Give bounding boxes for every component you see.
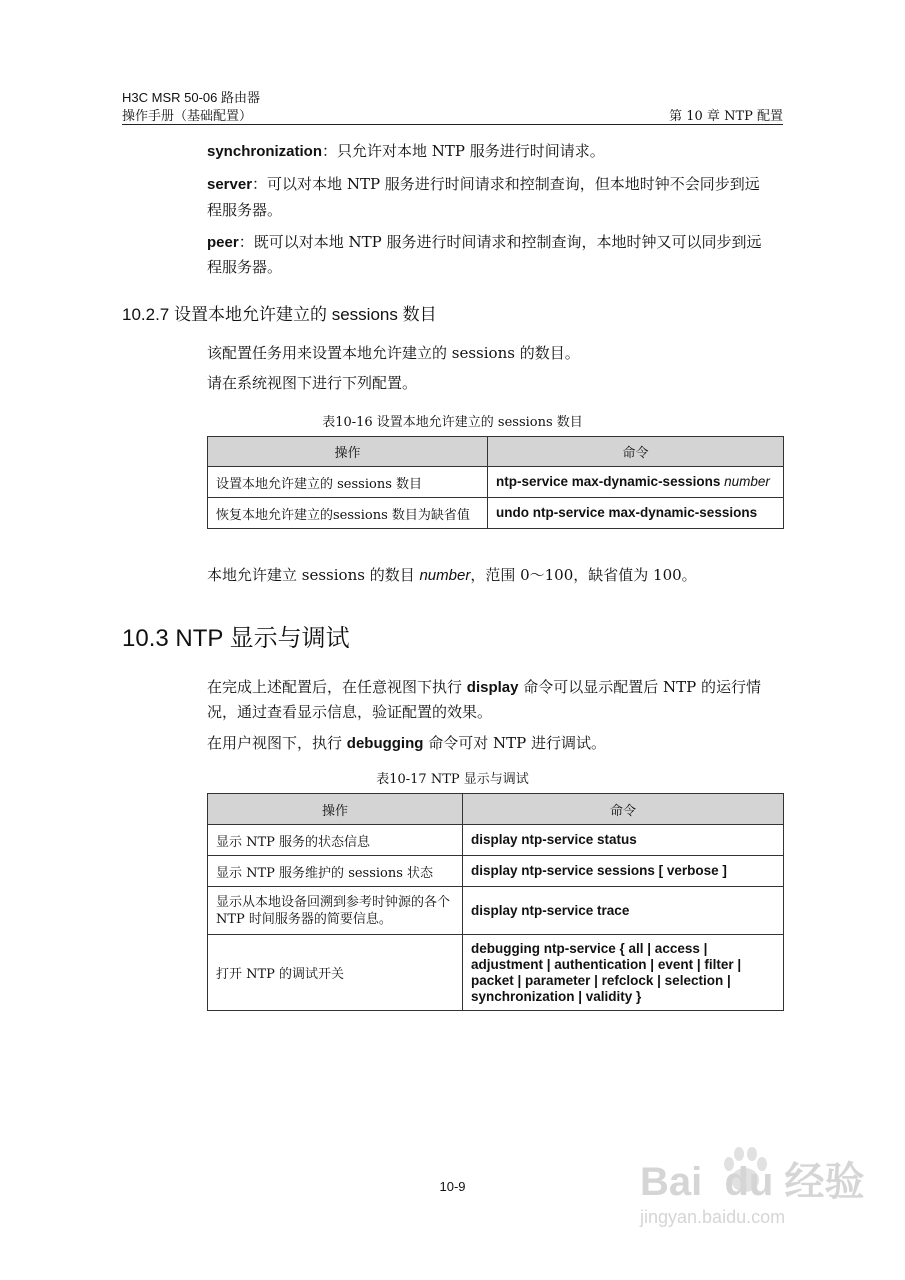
intro-peer: peer：既可以对本地 NTP 服务进行时间请求和控制查询，本地时钟又可以同步到远 xyxy=(207,233,762,251)
header-product: H3C MSR 50-06 路由器 xyxy=(122,90,260,105)
display-debug-table xyxy=(207,793,784,1011)
table-row xyxy=(208,467,784,498)
cmd-cell: debugging ntp-service { all | access | adjustment | authentication | event | filter | packet | parameter | refclock | selection | synchronization | validity } xyxy=(463,935,784,1011)
para: 况，通过查看显示信息，验证配置的效果。 xyxy=(207,703,493,721)
op-cell: 显示 NTP 服务的状态信息 xyxy=(208,825,463,856)
header-manual: 操作手册（基础配置） xyxy=(122,109,253,124)
table-row xyxy=(208,825,784,856)
table-caption: 表10-16 设置本地允许建立的 sessions 数目 xyxy=(322,415,583,430)
header-chapter: 第 10 章 NTP 配置 xyxy=(669,109,783,124)
cmd-cell: display ntp-service status xyxy=(463,825,784,856)
column-header: 命令 xyxy=(463,794,784,825)
op-cell: 显示从本地设备回溯到参考时钟源的各个 NTP 时间服务器的简要信息。 xyxy=(208,887,463,935)
table-row xyxy=(208,887,784,935)
intro-synchronization: synchronization：只允许对本地 NTP 服务进行时间请求。 xyxy=(207,142,605,160)
table-caption: 表10-17 NTP 显示与调试 xyxy=(376,772,529,787)
table-row xyxy=(208,498,784,529)
note: 本地允许建立 sessions 的数目 number，范围 0～100，缺省值为 100。 xyxy=(207,566,697,584)
op-cell: 恢复本地允许建立的sessions 数目为缺省值 xyxy=(208,498,488,529)
table-row xyxy=(208,856,784,887)
page-number: 10-9 xyxy=(439,1179,466,1194)
cmd-cell: undo ntp-service max-dynamic-sessions xyxy=(488,498,784,529)
baidu-watermark-logo: Bai_du 经验 jingyan.baidu.com xyxy=(640,1150,864,1228)
column-header: 操作 xyxy=(208,437,488,467)
section-heading-103: 10.3 NTP 显示与调试 xyxy=(122,625,350,652)
section-heading-1027: 10.2.7 设置本地允许建立的 sessions 数目 xyxy=(122,305,437,324)
para: 该配置任务用来设置本地允许建立的 sessions 的数目。 xyxy=(207,344,580,362)
column-header: 操作 xyxy=(208,794,463,825)
op-cell: 打开 NTP 的调试开关 xyxy=(208,935,463,1011)
intro-server-cont: 程服务器。 xyxy=(207,201,283,219)
sessions-table xyxy=(207,436,784,529)
intro-server: server：可以对本地 NTP 服务进行时间请求和控制查询，但本地时钟不会同步到远 xyxy=(207,175,760,193)
para: 请在系统视图下进行下列配置。 xyxy=(207,374,418,392)
intro-peer-cont: 程服务器。 xyxy=(207,258,283,276)
column-header: 命令 xyxy=(488,437,784,467)
cmd-cell: ntp-service max-dynamic-sessions number xyxy=(488,467,784,498)
op-cell: 显示 NTP 服务维护的 sessions 状态 xyxy=(208,856,463,887)
header-rule xyxy=(122,124,783,125)
para: 在用户视图下，执行 debugging 命令可对 NTP 进行调试。 xyxy=(207,734,606,752)
watermark-url: jingyan.baidu.com xyxy=(640,1207,786,1227)
cmd-cell: display ntp-service trace xyxy=(463,887,784,935)
cmd-cell: display ntp-service sessions [ verbose ] xyxy=(463,856,784,887)
op-cell: 设置本地允许建立的 sessions 数目 xyxy=(208,467,488,498)
para: 在完成上述配置后，在任意视图下执行 display 命令可以显示配置后 NTP 的运行情 xyxy=(207,678,761,696)
table-row xyxy=(208,935,784,1011)
